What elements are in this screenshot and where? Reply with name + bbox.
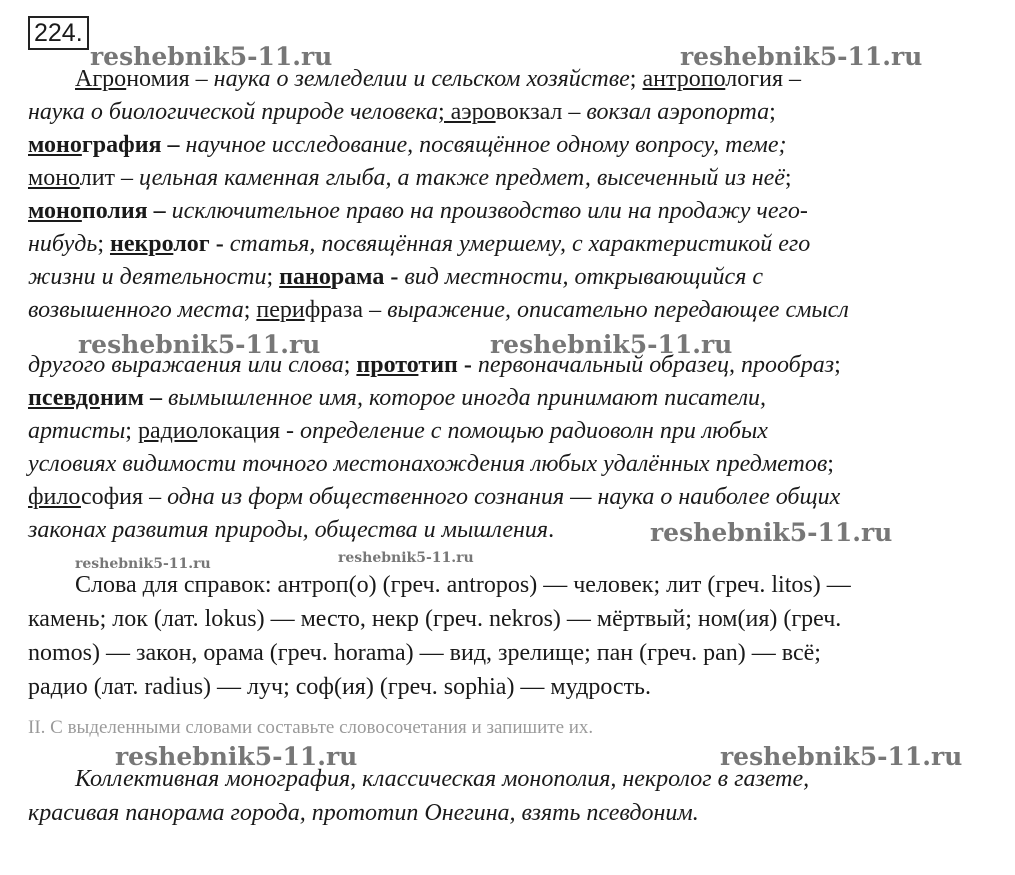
part2-heading: II. С выделенными словами составьте словосочетания и запишите их. xyxy=(28,717,594,738)
reference-line: радио (лат. radius) — луч; соф(ия) (греч. sophia) — мудрость. xyxy=(28,674,652,700)
definition-line: монолит – цельная каменная глыба, а также предмет, высеченный из неё; xyxy=(28,165,792,191)
watermark: reshebnik5-11.ru xyxy=(78,330,321,359)
definition-line: другого выражаения или слова; прототип - первоначальный образец, прообраз; xyxy=(28,352,841,378)
watermark: reshebnik5-11.ru xyxy=(680,42,923,71)
definition-line: философия – одна из форм общественного сознания — наука о наиболее общих xyxy=(28,484,841,510)
definition-line: артисты; радиолокация - определение с помощью радиоволн при любых xyxy=(28,418,768,444)
answer-line: красивая панорама города, прототип Онегина, взять псевдоним. xyxy=(28,800,699,826)
watermark: reshebnik5-11.ru xyxy=(115,742,358,771)
definition-line: монография – научное исследование, посвящённое одному вопросу, теме; xyxy=(28,132,787,158)
reference-line: Слова для справок: антроп(о) (греч. antropos) — человек; лит (греч. litos) — xyxy=(75,572,851,598)
watermark: reshebnik5-11.ru xyxy=(650,518,893,547)
watermark: reshebnik5-11.ru xyxy=(490,330,733,359)
definition-line: жизни и деятельности; панорама - вид местности, открывающийся с xyxy=(28,264,764,290)
watermark: reshebnik5-11.ru xyxy=(90,42,333,71)
watermark: reshebnik5-11.ru xyxy=(720,742,963,771)
exercise-number: 224. xyxy=(28,16,89,50)
reference-line: камень; лок (лат. lokus) — место, некр (греч. nekros) — мёртвый; ном(ия) (греч. xyxy=(28,606,842,632)
answer-line: Коллективная монография, классическая монополия, некролог в газете, xyxy=(75,766,810,792)
watermark: reshebnik5-11.ru xyxy=(75,556,211,572)
watermark: reshebnik5-11.ru xyxy=(338,550,474,566)
definition-line: Агрономия – наука о земледелии и сельском хозяйстве; антропология – xyxy=(75,66,801,92)
definition-line: законах развития природы, общества и мышления. xyxy=(28,517,555,543)
definition-line: возвышенного места; перифраза – выражение, описательно передающее смысл xyxy=(28,297,849,323)
definition-line: наука о биологической природе человека; аэровокзал – вокзал аэропорта; xyxy=(28,99,776,125)
definition-line: условиях видимости точного местонахождения любых удалённых предметов; xyxy=(28,451,834,477)
definition-line: псевдоним – вымышленное имя, которое иногда принимают писатели, xyxy=(28,385,767,411)
definition-line: монополия – исключительное право на производство или на продажу чего- xyxy=(28,198,808,224)
reference-line: nomos) — закон, орама (греч. horama) — вид, зрелище; пан (греч. pan) — всё; xyxy=(28,640,821,666)
definition-line: нибудь; некролог - статья, посвящённая умершему, с характеристикой его xyxy=(28,231,811,257)
